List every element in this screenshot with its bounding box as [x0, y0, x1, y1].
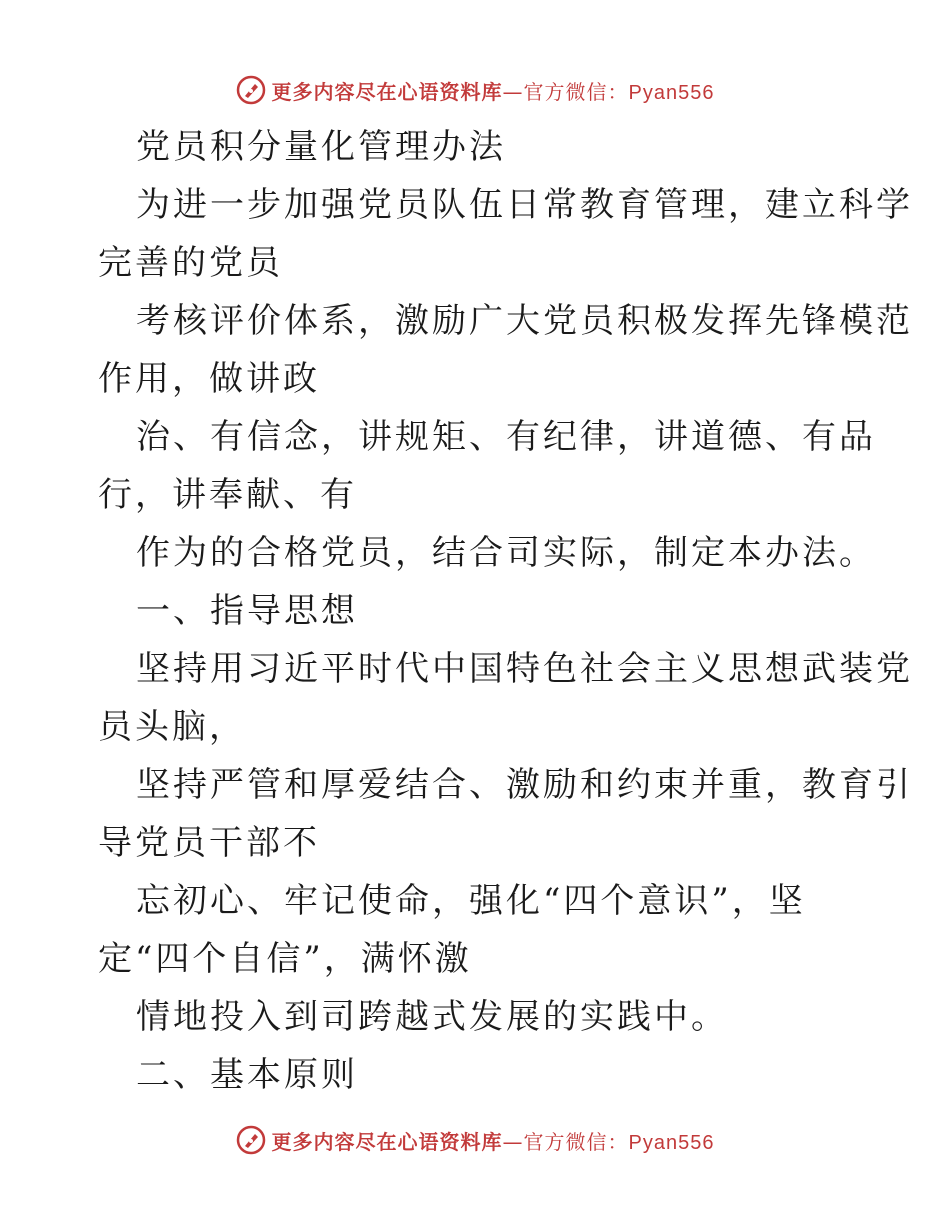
banner-text: 更多内容尽在心语资料库—官方微信：Pyan556	[271, 79, 715, 104]
text-line: 完善的党员	[98, 243, 283, 283]
header-banner	[0, 70, 950, 110]
text-line: 行，讲奉献、有	[98, 475, 357, 515]
text-line: 党员积分量化管理办法	[136, 127, 506, 167]
text-line: 导党员干部不	[98, 823, 320, 863]
text-line: 作用，做讲政	[98, 359, 320, 399]
text-line: 二、基本原则	[136, 1055, 358, 1095]
pen-nib-circle-icon	[236, 75, 266, 105]
text-line: 员头脑，	[98, 707, 246, 747]
text-line: 坚持严管和厚爱结合、激励和约束并重，教育引	[136, 765, 913, 805]
text-line: 治、有信念，讲规矩、有纪律，讲道德、有品	[136, 417, 876, 457]
pen-nib-circle-icon	[236, 1125, 266, 1155]
text-line: 考核评价体系，激励广大党员积极发挥先锋模范	[136, 301, 913, 341]
text-line: 忘初心、牢记使命，强化“四个意识”，坚	[136, 881, 806, 921]
text-line: 作为的合格党员，结合司实际，制定本办法。	[136, 533, 876, 573]
text-line: 定“四个自信”，满怀激	[98, 939, 472, 979]
text-line: 情地投入到司跨越式发展的实践中。	[136, 997, 728, 1037]
text-line: 一、指导思想	[136, 591, 358, 631]
text-line: 为进一步加强党员队伍日常教育管理，建立科学	[136, 185, 913, 225]
footer-banner	[0, 1120, 950, 1160]
text-line: 坚持用习近平时代中国特色社会主义思想武装党	[136, 649, 913, 689]
banner-text: 更多内容尽在心语资料库—官方微信：Pyan556	[271, 1129, 715, 1154]
document-body	[98, 118, 913, 1104]
